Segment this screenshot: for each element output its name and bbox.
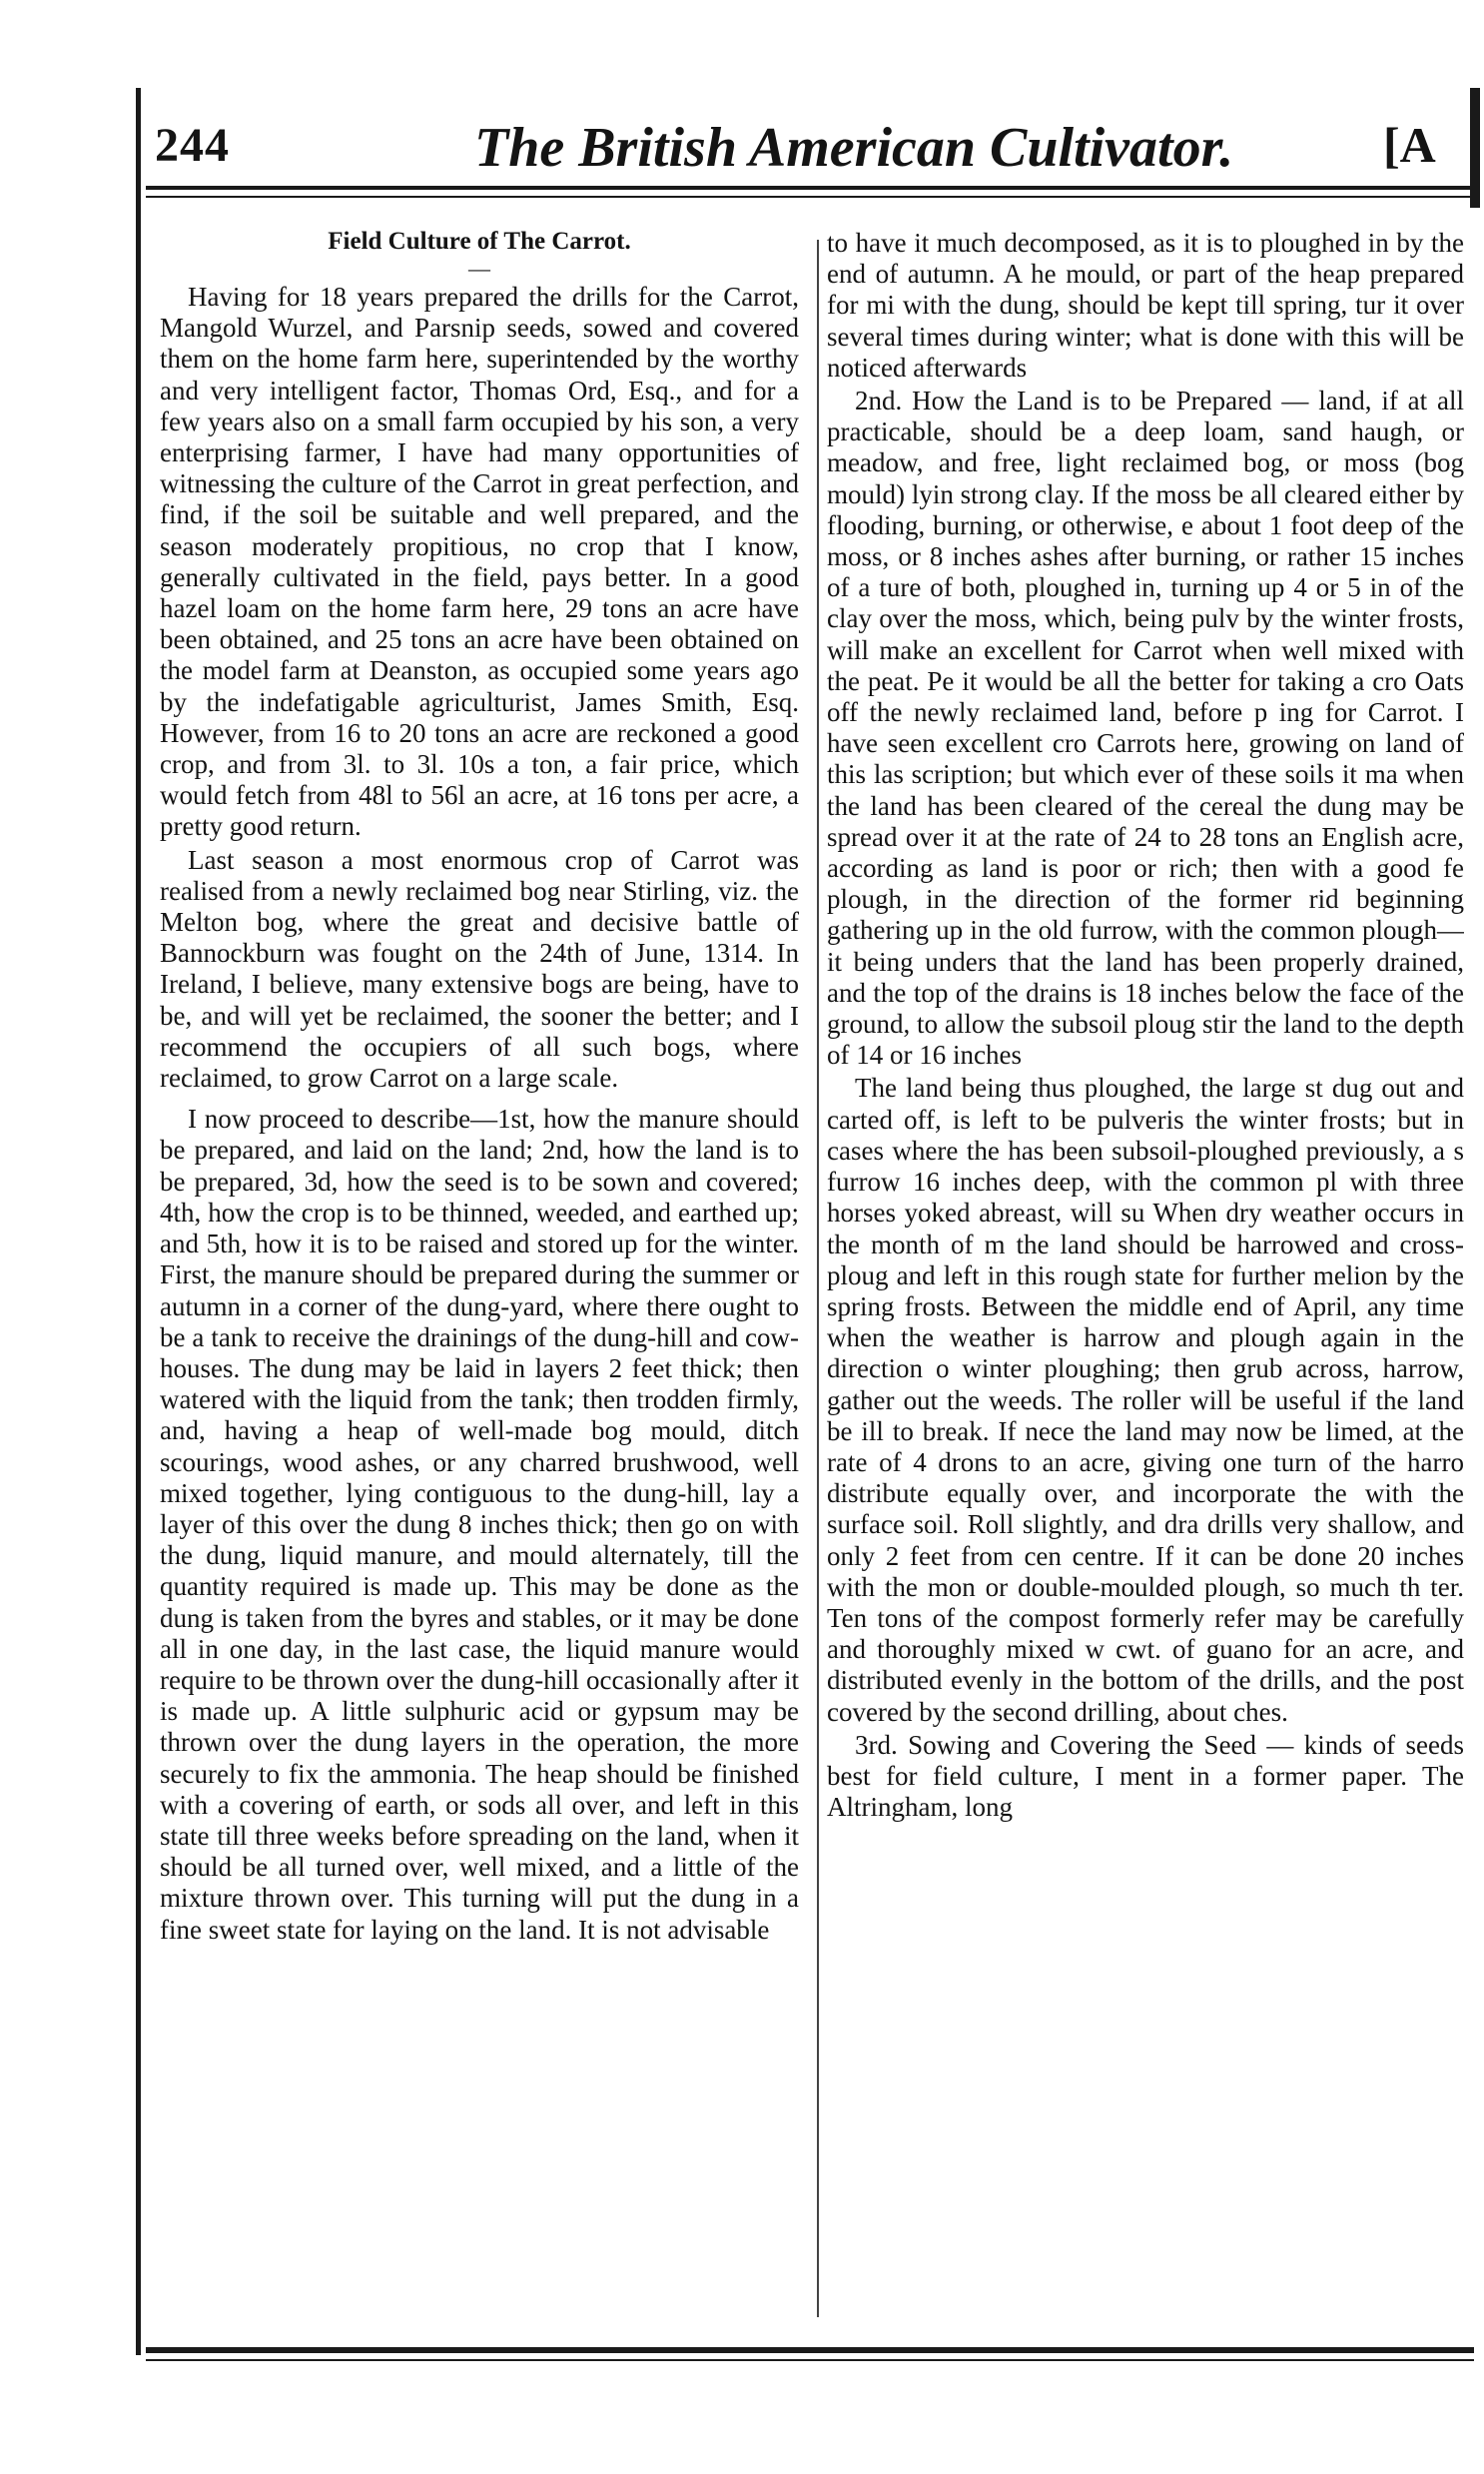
footer-rule-thick [146, 2347, 1474, 2353]
paragraph-sowing: 3rd. Sowing and Covering the Seed — kinds of seeds best for field culture, I ment in a former paper. The Altringham, long [827, 1729, 1464, 1823]
header-rule-thick [146, 186, 1474, 190]
paragraph-bog-crop: Last season a most enormous crop of Carrot was realised from a newly reclaimed bog near Stirling, viz. the Melton bog, where the great and decisive battle of Bannockburn was fought on the 24th of June, 1314. In Ireland, I believe, many extensive bogs are being, have to be, and will yet be reclaimed, the sooner the better; and I recommend the occupiers of all such bogs, where reclaimed, to grow Carrot on a large scale. [160, 844, 799, 1094]
month-fragment: [A [1383, 117, 1436, 173]
journal-title: The British American Cultivator. [474, 117, 1234, 179]
article-heading: Field Culture of The Carrot. [328, 228, 631, 255]
heading-dash: — [468, 256, 490, 281]
left-column [160, 228, 799, 2335]
right-column [827, 228, 1464, 2335]
page-number: 244 [155, 119, 230, 172]
paragraph-ploughing: The land being thus ploughed, the large st dug out and carted off, is left to be pulveris the winter frosts; but in cases where the has been subsoil-ploughed previously, a s furrow 16 inches deep, with the common pl with three horses yoked abreast, will su When dry weather occurs in the month of m the land should be harrowed and cross-ploug and left in this rough state for further melion by the spring frosts. Between the middle end of April, any time when the weather is harrow and plough again in the direction o winter ploughing; then grub across, harrow, gather out the weeds. The roller will be useful if the land be ill to break. If nece the land may now be limed, at the rate of 4 drons to an acre, giving one turn of the harro distribute equally over, and incorporate the with the surface soil. Roll slightly, and dra drills very shallow, and only 2 feet from cen centre. If it can be done 20 inches with the mon or double-moulded plough, so much th ter. Ten tons of the compost formerly refer may be carefully and thoroughly mixed w cwt. of guano for an acre, and distributed evenly in the bottom of the drills, and the post covered by the second drilling, about ches. [827, 1073, 1464, 1727]
paragraph-intro: Having for 18 years prepared the drills for the Carrot, Mangold Wurzel, and Parsnip seeds, sowed and covered them on the home farm here, superintended by the worthy and very intelligent factor, Thomas Ord, Esq., and for a few years also on a small farm occupied by his son, a very enterprising farmer, I have had many opportunities of witnessing the culture of the Carrot in great perfection, and find, if the soil be suitable and well prepared, and the season moderately propitious, no crop that I know, generally cultivated in the field, pays better. In a good hazel loam on the home farm here, 29 tons an acre have been obtained, and 25 tons an acre have been obtained on the model farm at Deanston, as occupied some years ago by the indefatigable agriculturist, James Smith, Esq. However, from 16 to 20 tons an acre are reckoned a good crop, and from 3l. to 3l. 10s a ton, a fair price, which would fetch from 48l to 56l an acre, at 16 tons per acre, a pretty good return. [160, 282, 799, 842]
column-divider [817, 240, 819, 2317]
page-header [155, 110, 1478, 180]
paragraph-manure-continued: to have it much decomposed, as it is to ploughed in by the end of autumn. A he mould, or part of the heap prepared for mi with the dung, should be kept till spring, tur it over several times during winter; what is done with this will be noticed afterwards [827, 228, 1464, 383]
footer-rule-thin [146, 2359, 1474, 2361]
binding-edge [136, 88, 141, 2355]
header-rule-thin [146, 196, 1474, 198]
paragraph-land-preparation: 2nd. How the Land is to be Prepared — land, if at all practicable, should be a deep loam, sand haugh, or meadow, and free, light reclaimed bog, or moss (bog mould) lyin strong clay. If the moss be all cleared either by flooding, burning, or otherwise, e about 1 foot deep of the moss, or 8 inches ashes after burning, or rather 15 inches of a ture of both, ploughed in, turning up 4 or 5 in of the clay over the moss, which, being pulv by the winter frosts, will make an excellent for Carrot when well mixed with the peat. Pe it would be all the better for taking a cro Oats off the newly reclaimed land, before p ing for Carrot. I have seen excellent cro Carrots here, growing on land of this las scription; but which ever of these soils it ma when the land has been cleared of the cereal the dung may be spread over it at the rate of 24 to 28 tons an English acre, according as land is poor or rich; then with a good fe plough, in the direction of the former rid beginning gathering up in the old furrow, with the common plough—it being unders that the land has been properly drained, and the top of the drains is 18 inches below the face of the ground, to allow the subsoil ploug stir the land to the depth of 14 or 16 inches [827, 386, 1464, 1071]
paragraph-manure: I now proceed to describe—1st, how the manure should be prepared, and laid on the land; 2nd, how the land is to be prepared, 3d, how the seed is to be sown and covered; 4th, how the crop is to be thinned, weeded, and earthed up; and 5th, how it is to be raised and stored up for the winter. First, the manure should be prepared during the summer or autumn in a corner of the dung-yard, where there ought to be a tank to receive the drainings of the dung-hill and cow-houses. The dung may be laid in layers 2 feet thick; then watered with the liquid from the tank; then trodden firmly, and, having a heap of well-made bog mould, ditch scourings, wood ashes, or any charred brushwood, well mixed together, lying contiguous to the dung-hill, lay a layer of this over the dung 8 inches thick; then go on with the dung, liquid manure, and mould alternately, till the quantity required is made up. This may be done as the dung is taken from the byres and stables, or it may be done all in one day, in the last case, the liquid manure would require to be thrown over the dung-hill occasionally after it is made up. A little sulphuric acid or gypsum may be thrown over the dung layers in the operation, the more securely to fix the ammonia. The heap should be finished with a covering of earth, or sods all over, and left in this state till three weeks before spreading on the land, when it should be all turned over, well mixed, and a little of the mixture thrown over. This turning will put the dung in a fine sweet state for laying on the land. It is not advisable [160, 1104, 799, 1945]
